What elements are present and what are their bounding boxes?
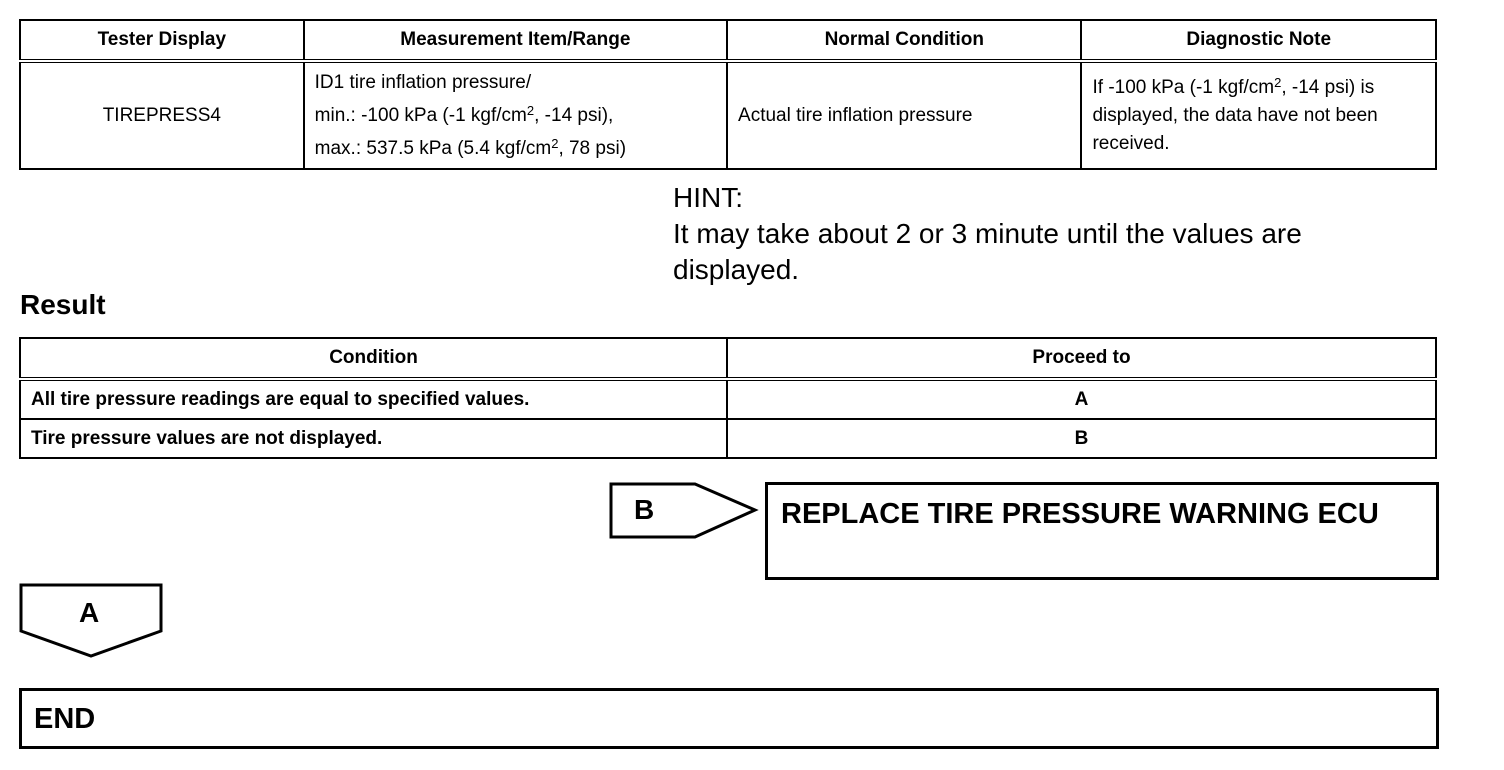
- range-line-2: [315, 99, 725, 132]
- note-tail: , -14 psi) is displayed, the data have not been received.: [1092, 76, 1378, 154]
- hint-block: [673, 180, 1393, 288]
- hint-text: It may take about 2 or 3 minute until the values are displayed.: [673, 218, 1302, 285]
- table-row: [20, 419, 1436, 458]
- diagnostic-note-cell: [1081, 61, 1436, 169]
- proceed-cell: A: [727, 379, 1436, 419]
- header-condition: Condition: [20, 338, 727, 379]
- right-arrow-icon: [609, 482, 759, 540]
- note-text: If -100 kPa (-1 kgf/cm: [1092, 76, 1275, 98]
- header-measurement-item: Measurement Item/Range: [304, 20, 727, 61]
- flow-branch-a-label: A: [79, 597, 100, 628]
- result-heading: Result: [20, 289, 106, 320]
- range-max-tail: , 78 psi): [558, 138, 627, 159]
- flow-branch-b-arrow: [609, 482, 759, 540]
- range-min-tail: , -14 psi),: [534, 105, 614, 126]
- normal-condition-cell: Actual tire inflation pressure: [727, 61, 1081, 169]
- proceed-cell: B: [727, 419, 1436, 458]
- end-box: END: [19, 688, 1439, 749]
- header-tester-display: Tester Display: [20, 20, 304, 61]
- superscript-2: 2: [1274, 74, 1282, 90]
- measurement-range-cell: [304, 61, 727, 169]
- flow-branch-a-arrow: [19, 583, 165, 659]
- flow-branch-b-label: B: [634, 494, 655, 525]
- range-line-1: ID1 tire inflation pressure/: [314, 72, 532, 93]
- result-header-row: [20, 338, 1436, 379]
- condition-cell: All tire pressure readings are equal to specified values.: [20, 379, 727, 419]
- hint-label: HINT:: [673, 182, 743, 213]
- range-min-text: min.: -100 kPa (-1 kgf/cm: [314, 105, 527, 126]
- superscript-2: 2: [551, 136, 559, 151]
- result-table: [19, 337, 1437, 459]
- superscript-2: 2: [526, 103, 535, 118]
- table-row: [20, 61, 1436, 169]
- tester-display-cell: TIREPRESS4: [20, 61, 304, 169]
- data-table-header-row: [20, 20, 1436, 61]
- header-diagnostic-note: Diagnostic Note: [1081, 20, 1436, 61]
- condition-cell: Tire pressure values are not displayed.: [20, 419, 727, 458]
- table-row: [20, 379, 1436, 419]
- range-max-text: max.: 537.5 kPa (5.4 kgf/cm: [314, 138, 552, 159]
- replace-ecu-action-box: REPLACE TIRE PRESSURE WARNING ECU: [765, 482, 1439, 580]
- data-list-table: [19, 19, 1437, 170]
- header-proceed-to: Proceed to: [727, 338, 1436, 379]
- header-normal-condition: Normal Condition: [727, 20, 1081, 61]
- range-line-3: [315, 132, 725, 165]
